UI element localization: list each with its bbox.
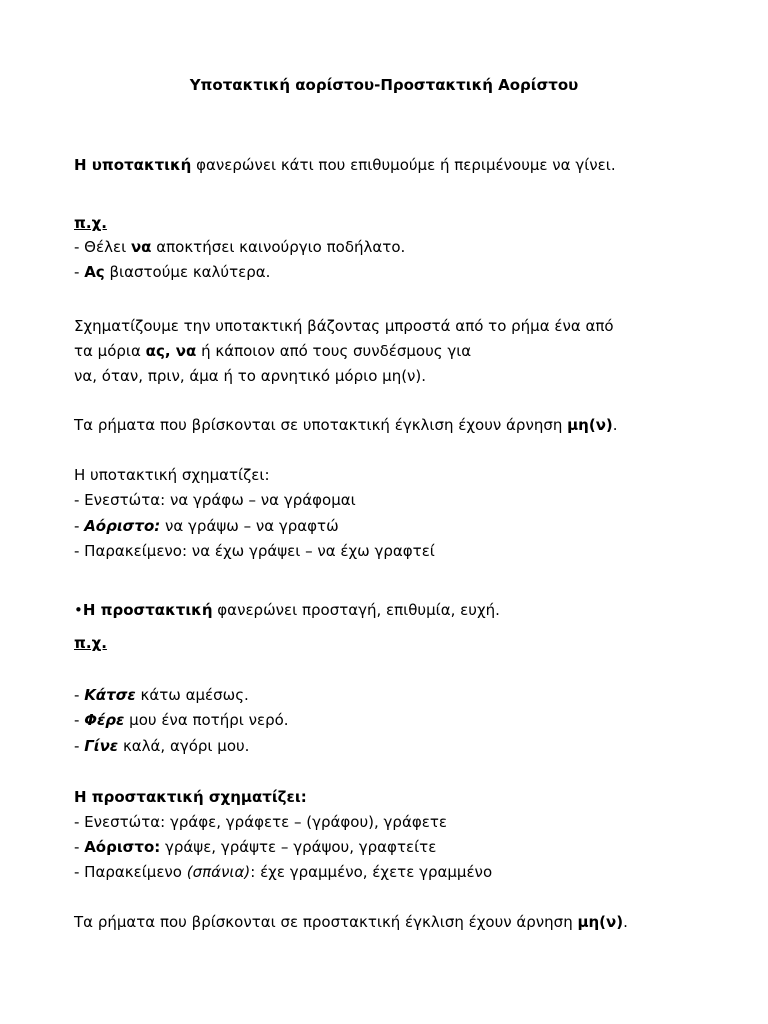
formation-text: ή κάποιον από τους συνδέσμους για	[196, 342, 472, 360]
imperative-example-label: π.χ.	[74, 634, 107, 652]
imperative-example-2	[74, 710, 289, 730]
negation-end: .	[623, 913, 628, 931]
negation-particle: μη(ν)	[567, 416, 613, 434]
imperative-form-aorist	[74, 837, 436, 857]
imperative-term: Η προστακτική	[82, 601, 213, 619]
form-label: Αόριστο:	[84, 517, 161, 535]
imperative-intro-text: φανερώνει προσταγή, επιθυμία, ευχή.	[212, 601, 500, 619]
form-note: (σπάνια)	[186, 863, 251, 881]
imperative-forms-heading: Η προστακτική σχηματίζει:	[74, 788, 307, 806]
example-verb: Γίνε	[84, 737, 119, 755]
example-prefix: -	[74, 686, 85, 704]
example-prefix: -	[74, 711, 85, 729]
form-label: Αόριστο:	[84, 838, 161, 856]
example-prefix: -	[74, 263, 85, 281]
subjunctive-example-label: π.χ.	[74, 214, 107, 232]
imperative-negation	[74, 912, 628, 932]
bullet: •	[74, 601, 83, 619]
example-verb: Φέρε	[84, 711, 125, 729]
subjunctive-form-perfect: - Παρακείμενο: να έχω γράψει – να έχω γραφτεί	[74, 542, 435, 560]
form-text: : έχε γραμμένο, έχετε γραμμένο	[250, 863, 493, 881]
imperative-intro	[74, 600, 500, 620]
imperative-example-1	[74, 685, 249, 705]
example-particle: να	[130, 238, 152, 256]
subjunctive-example-2	[74, 262, 270, 282]
subjunctive-form-present: - Ενεστώτα: να γράφω – να γράφομαι	[74, 491, 356, 509]
negation-text: Τα ρήματα που βρίσκονται σε υποτακτική έγκλιση έχουν άρνηση	[74, 416, 568, 434]
example-text: αποκτήσει καινούργιο ποδήλατο.	[151, 238, 406, 256]
subjunctive-form-aorist	[74, 516, 339, 536]
form-text: να γράψω – να γραφτώ	[160, 517, 339, 535]
example-text: καλά, αγόρι μου.	[118, 737, 250, 755]
example-text: κάτω αμέσως.	[135, 686, 249, 704]
form-prefix: -	[74, 838, 85, 856]
subjunctive-intro-text: φανερώνει κάτι που επιθυμούμε ή περιμένουμε να γίνει.	[191, 156, 616, 174]
form-text: - Παρακείμενο	[74, 863, 187, 881]
imperative-form-present: - Ενεστώτα: γράφε, γράφετε – (γράφου), γράφετε	[74, 813, 447, 831]
example-particle: Ας	[84, 263, 105, 281]
example-text: βιαστούμε καλύτερα.	[104, 263, 271, 281]
negation-end: .	[612, 416, 618, 434]
negation-text: Τα ρήματα που βρίσκονται σε προστακτική έγκλιση έχουν άρνηση	[74, 913, 578, 931]
formation-particles: ας, να	[145, 342, 197, 360]
document-title: Υποτακτική αορίστου-Προστακτική Αορίστου	[189, 76, 579, 94]
subjunctive-formation-line-3: να, όταν, πριν, άμα ή το αρνητικό μόριο μη(ν).	[74, 367, 427, 385]
form-prefix: -	[74, 517, 85, 535]
example-prefix: - Θέλει	[74, 238, 131, 256]
imperative-form-perfect	[74, 862, 492, 882]
imperative-example-3	[74, 736, 249, 756]
formation-text: τα μόρια	[74, 342, 146, 360]
subjunctive-intro	[74, 155, 616, 175]
example-prefix: -	[74, 737, 85, 755]
negation-particle: μη(ν)	[577, 913, 624, 931]
subjunctive-term: Η υποτακτική	[74, 156, 192, 174]
subjunctive-negation	[74, 415, 618, 435]
example-text: μου ένα ποτήρι νερό.	[124, 711, 289, 729]
subjunctive-formation-line-2	[74, 341, 471, 361]
subjunctive-formation-line-1: Σχηματίζουμε την υποτακτική βάζοντας μπροστά από το ρήμα ένα από	[74, 317, 614, 335]
subjunctive-example-1	[74, 237, 405, 257]
example-verb: Κάτσε	[84, 686, 136, 704]
form-text: γράψε, γράψτε – γράψου, γραφτείτε	[160, 838, 437, 856]
subjunctive-forms-heading: Η υποτακτική σχηματίζει:	[74, 466, 270, 484]
